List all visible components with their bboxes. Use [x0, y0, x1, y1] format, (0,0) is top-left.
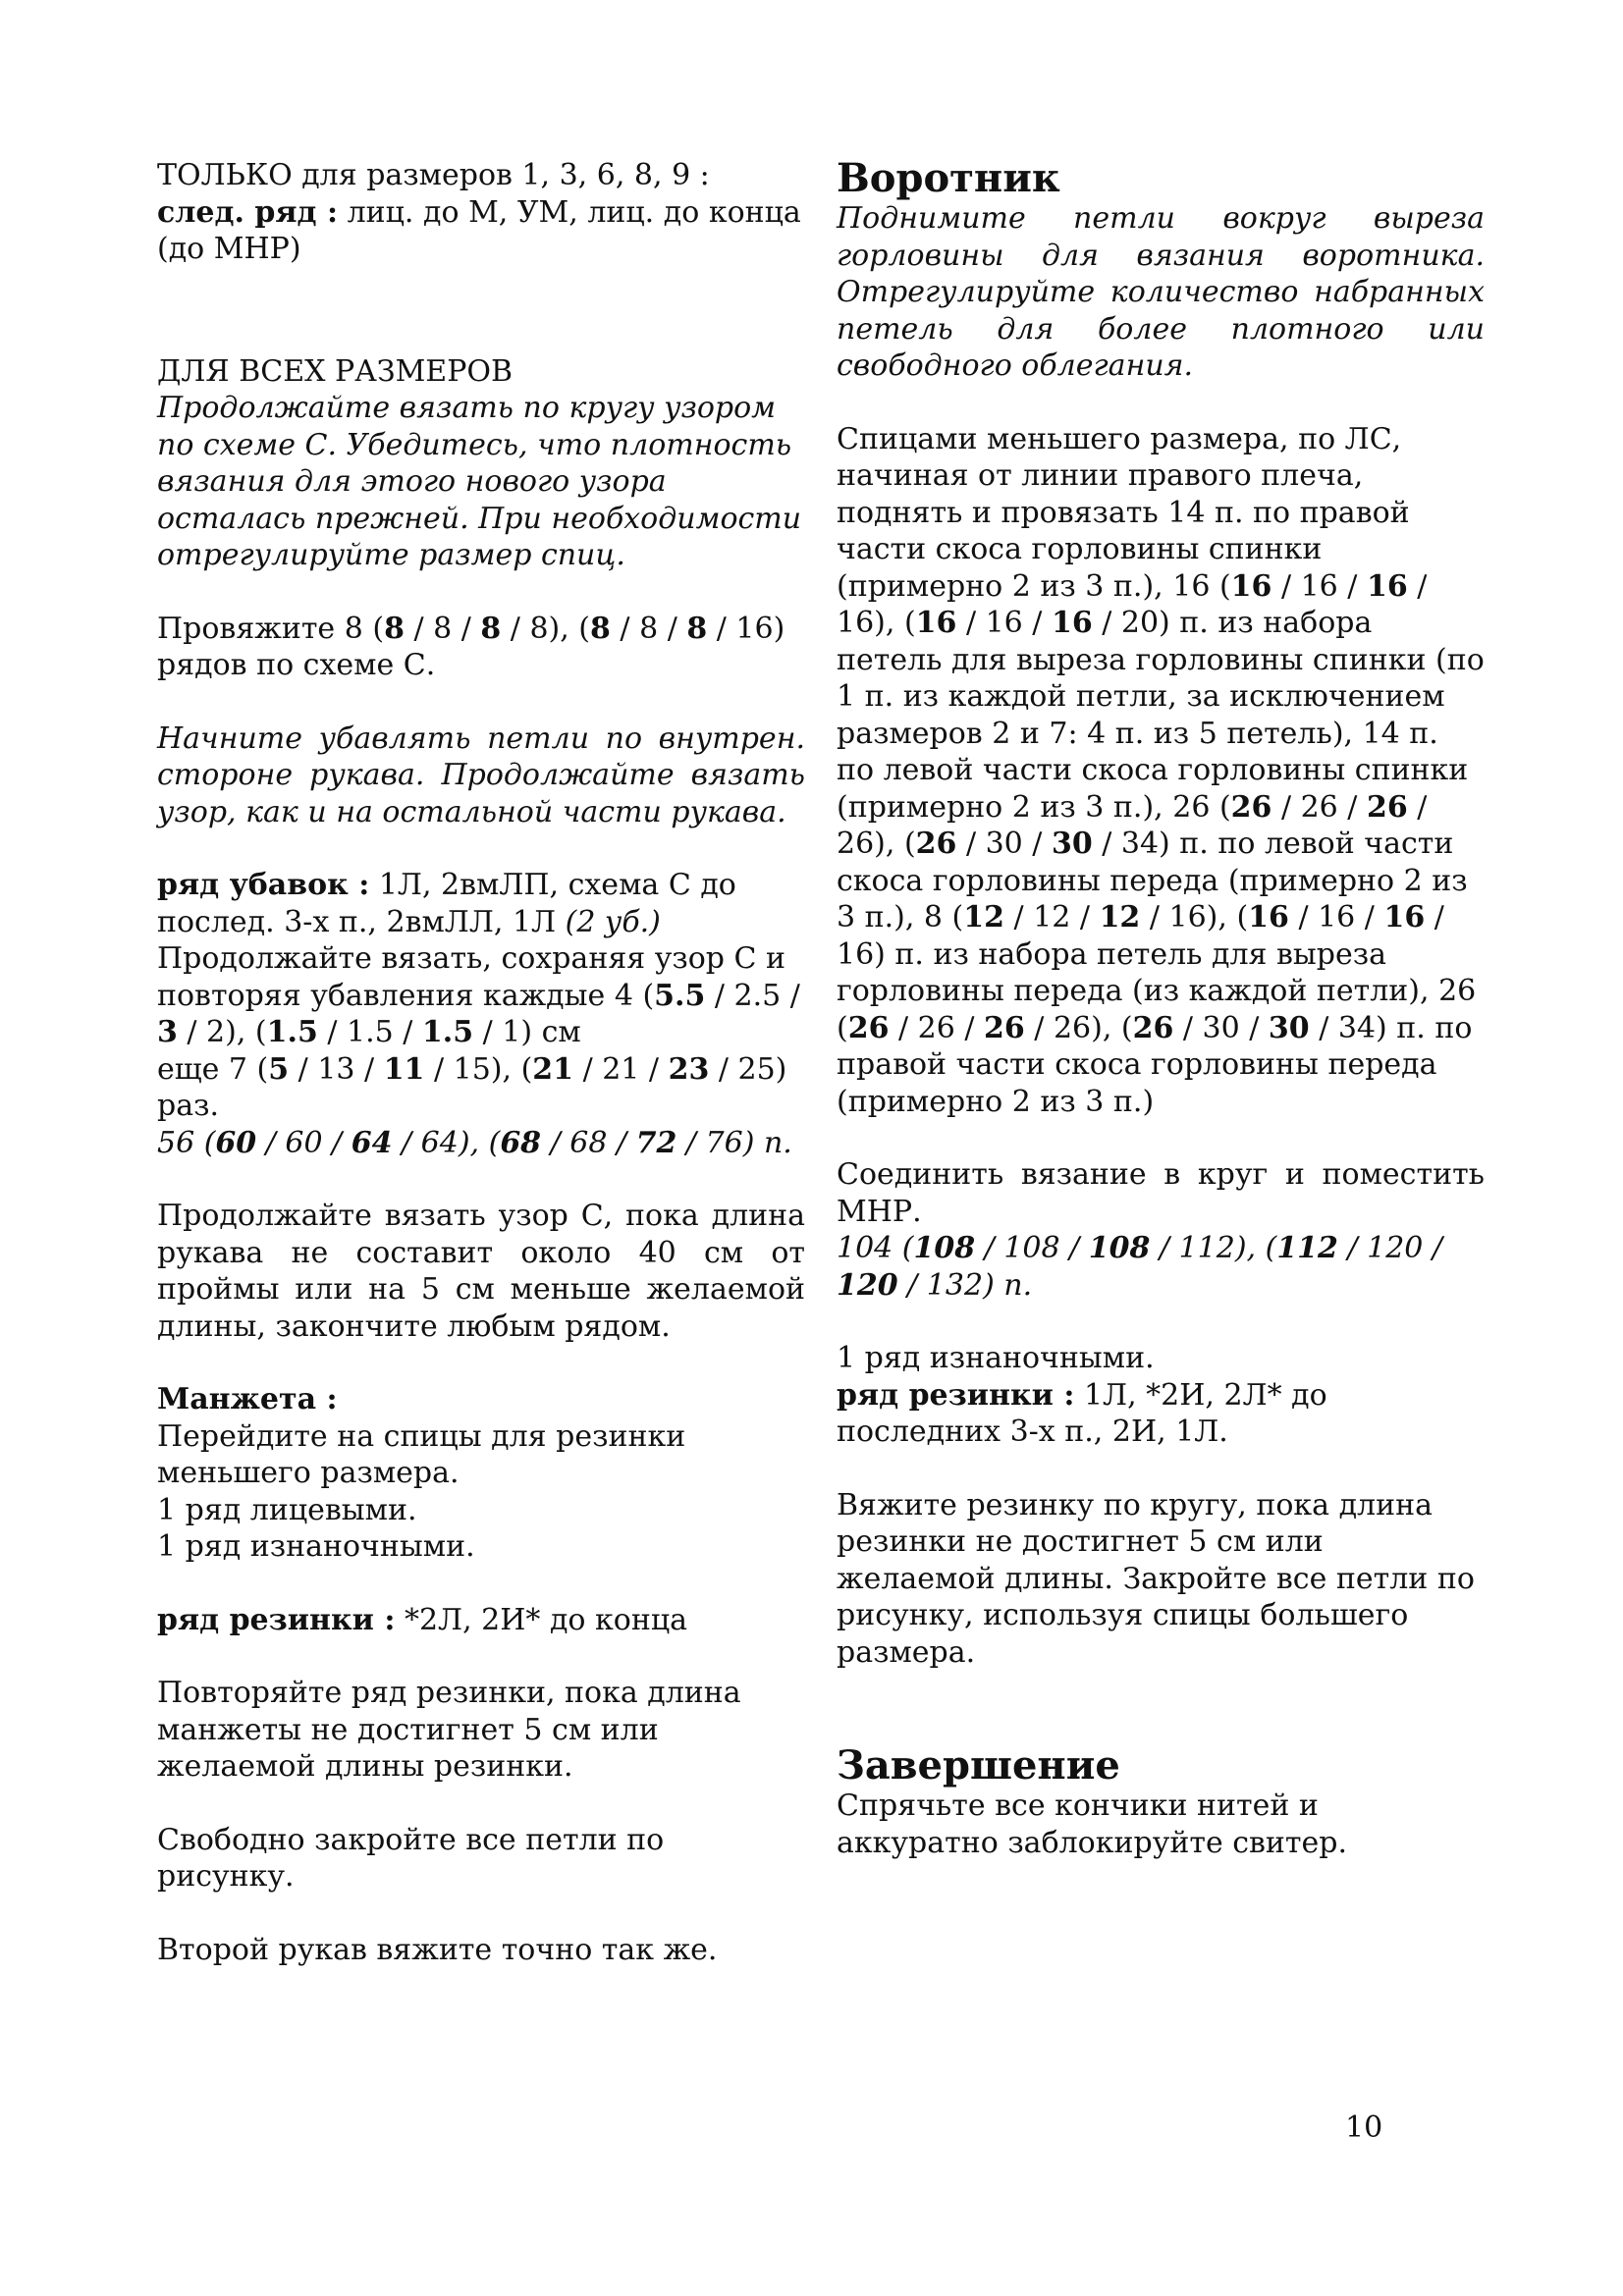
- cuff-rib-row: ряд резинки : *2Л, 2И* до конца: [157, 1602, 688, 1637]
- right-column: [837, 157, 1485, 1861]
- all-sizes-note: Продолжайте вязать по кругу узором по схеме С. Убедитесь, что плотность вязания для этого нового узора осталась прежней. При необходимости отрегулируйте размер спиц.: [157, 391, 802, 572]
- collar-heading: Воротник: [837, 155, 1060, 201]
- next-row-paragraph: [157, 194, 805, 268]
- decrease-times-paragraph: еще 7 (5 / 13 / 11 / 15), (21 / 21 / 23 / 25) раз.: [157, 1051, 787, 1123]
- bind-off-line: Свободно закройте все петли по рисунку.: [157, 1822, 665, 1894]
- all-sizes-heading: ДЛЯ ВСЕХ РАЗМЕРОВ: [157, 353, 514, 389]
- decrease-note: Начните убавлять петли по внутрен. стороне рукава. Продолжайте вязать узор, как и на остальной части рукава.: [157, 721, 805, 829]
- second-sleeve-line: Второй рукав вяжите точно так же.: [157, 1932, 718, 1967]
- cuff-line-2: 1 ряд лицевыми.: [157, 1492, 417, 1527]
- sizes-only-line: ТОЛЬКО для размеров 1, 3, 6, 8, 9 :: [157, 158, 710, 192]
- collar-note: Поднимите петли вокруг выреза горловины для вязания воротника. Отрегулируйте количество набранных петель для более плотного или свободного облегания.: [837, 201, 1485, 383]
- cuff-heading: Манжета :: [157, 1382, 338, 1416]
- finishing-heading: Завершение: [837, 1742, 1120, 1789]
- decrease-row-paragraph: ряд убавок : 1Л, 2вмЛП, схема С до послед. 3-х п., 2вмЛЛ, 1Л (2 уб.): [157, 868, 736, 939]
- rows-count-paragraph: Провяжите 8 (8 / 8 / 8 / 8), (8 / 8 / 8 / 16) рядов по схеме С.: [157, 611, 785, 682]
- collar-stitch-count: 104 (108 / 108 / 108 / 112), (112 / 120 / 120 / 132) п.: [837, 1231, 1443, 1303]
- next-row-text: лиц. до М, УМ, лиц. до конца (до МНР): [157, 194, 801, 266]
- cuff-rib-repeat: Повторяйте ряд резинки, пока длина манжеты не достигнет 5 см или желаемой длины резинки.: [157, 1676, 741, 1784]
- collar-rib-continue: Вяжите резинку по кругу, пока длина резинки не достигнет 5 см или желаемой длины. Закройте все петли по рисунку, используя спицы большего размера.: [837, 1487, 1475, 1670]
- finishing-text: Спрячьте все кончики нитей и аккуратно заблокируйте свитер.: [837, 1789, 1348, 1860]
- stitch-count-paragraph: 56 (60 / 60 / 64 / 64), (68 / 68 / 72 / 76) п.: [157, 1125, 792, 1160]
- collar-purl-row: 1 ряд изнаночными.: [837, 1341, 1155, 1375]
- collar-pickup-paragraph: Спицами меньшего размера, по ЛС, начиная от линии правого плеча, поднять и провязать 14 п. по правой части скоса горловины спинки (примерно 2 из 3 п.), 16 (16 / 16 / 16 / 16), (16 / 16 / 16 / 20) п. из набора петель для выреза горловины спинки (по 1 п. из каждой петли, за исключением размеров 2 и 7: 4 п. из 5 петель), 14 п. по левой части скоса горловины спинки (примерно 2 из 3 п.), 26 (26 / 26 / 26 / 26), (26 / 30 / 30 / 34) п. по левой части скоса горловины переда (примерно 2 из 3 п.), 8 (12 / 12 / 12 / 16), (16 / 16 / 16 / 16) п. из набора петель для выреза горловины переда (из каждой петли), 26 (26 / 26 / 26 / 26), (26 / 30 / 30 / 34) п. по правой части скоса горловины переда (примерно 2 из 3 п.): [837, 421, 1485, 1119]
- cuff-line-1: Перейдите на спицы для резинки меньшего размера.: [157, 1418, 686, 1490]
- cuff-line-3: 1 ряд изнаночными.: [157, 1529, 475, 1564]
- page-number: 10: [1345, 2110, 1383, 2145]
- decrease-repeat-paragraph: Продолжайте вязать, сохраняя узор С и повторяя убавления каждые 4 (5.5 / 2.5 / 3 / 2), (1.5 / 1.5 / 1.5 / 1) см: [157, 941, 800, 1049]
- collar-rib-row: ряд резинки : 1Л, *2И, 2Л* до последних 3-х п., 2И, 1Л.: [837, 1377, 1327, 1449]
- sleeve-length-paragraph: Продолжайте вязать узор С, пока длина рукава не составит около 40 см от проймы или на 5 см меньше желаемой длины, закончите любым рядом.: [157, 1199, 805, 1344]
- join-round-paragraph: Соединить вязание в круг и поместить МНР.: [837, 1157, 1485, 1229]
- next-row-label: след. ряд :: [157, 194, 339, 230]
- left-column: [157, 157, 805, 1968]
